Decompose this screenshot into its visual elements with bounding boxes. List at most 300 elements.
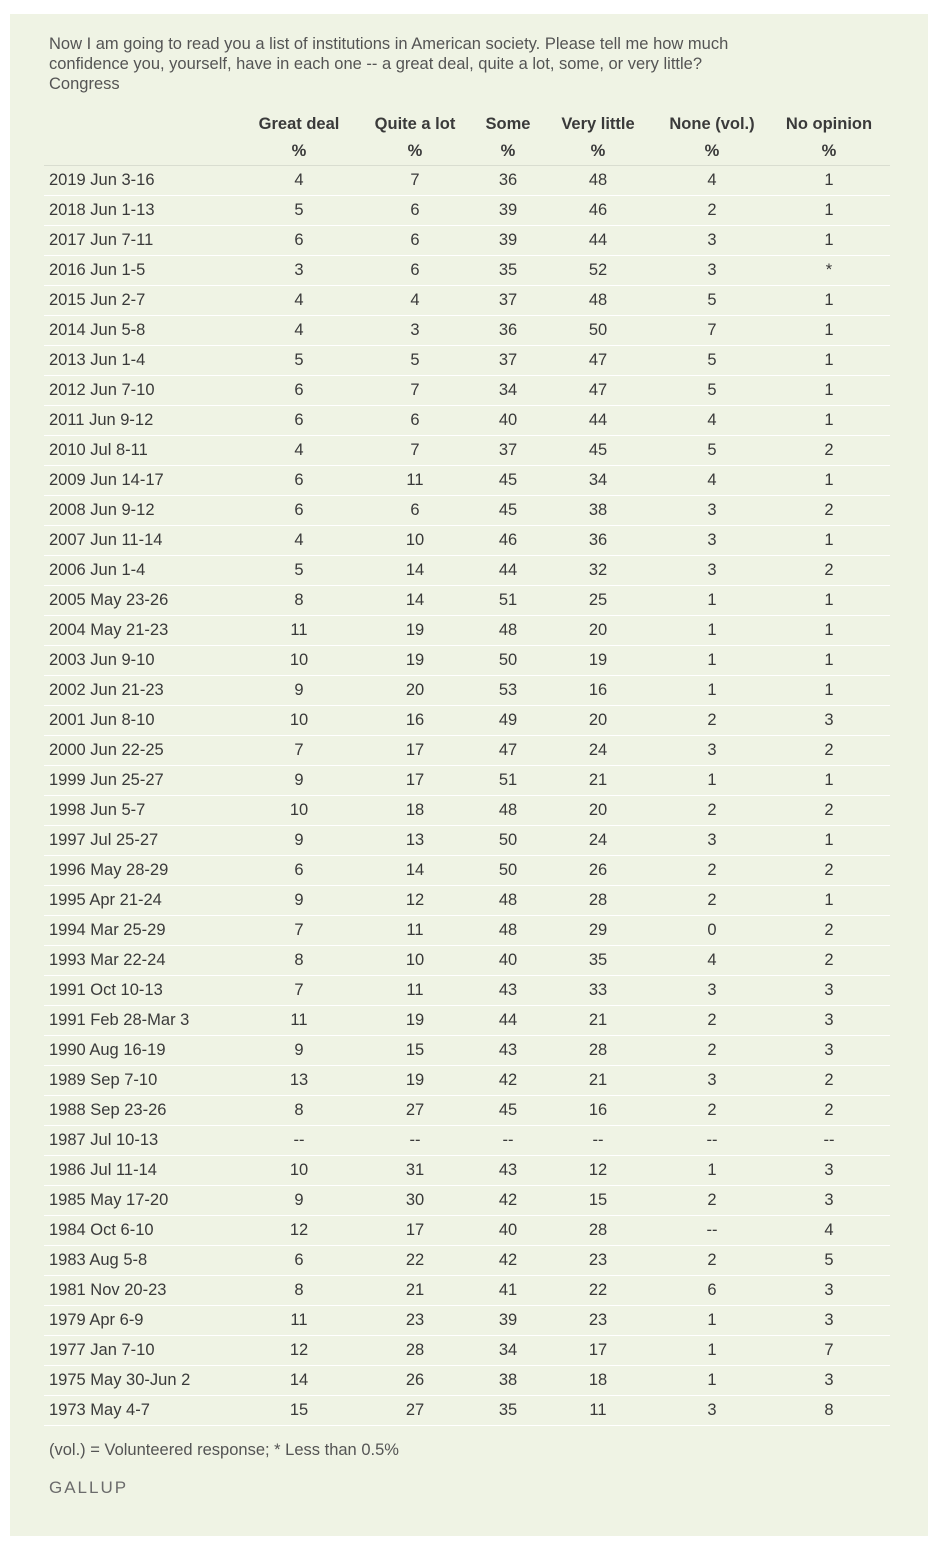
table-cell: 10 bbox=[244, 1156, 354, 1186]
row-date-label: 2012 Jun 7-10 bbox=[44, 376, 244, 406]
table-cell: 26 bbox=[354, 1366, 476, 1396]
row-date-label: 2011 Jun 9-12 bbox=[44, 406, 244, 436]
table-cell: 12 bbox=[244, 1336, 354, 1366]
table-cell: 1 bbox=[656, 1366, 768, 1396]
table-row bbox=[44, 1306, 890, 1336]
gallup-table-card bbox=[10, 14, 928, 1536]
row-date-label: 1990 Aug 16-19 bbox=[44, 1036, 244, 1066]
table-cell: 36 bbox=[476, 316, 540, 346]
table-row bbox=[44, 526, 890, 556]
table-cell: 2 bbox=[768, 856, 890, 886]
table-row bbox=[44, 886, 890, 916]
table-cell: 48 bbox=[540, 286, 656, 316]
table-cell: 7 bbox=[354, 376, 476, 406]
table-cell: 1 bbox=[768, 346, 890, 376]
table-cell: 3 bbox=[768, 1036, 890, 1066]
table-cell: 10 bbox=[244, 706, 354, 736]
table-cell: 11 bbox=[244, 1306, 354, 1336]
table-cell: 6 bbox=[244, 466, 354, 496]
table-cell: 48 bbox=[476, 916, 540, 946]
table-cell: 9 bbox=[244, 886, 354, 916]
row-date-label: 1973 May 4-7 bbox=[44, 1396, 244, 1426]
table-cell: 1 bbox=[768, 286, 890, 316]
row-date-label: 1987 Jul 10-13 bbox=[44, 1126, 244, 1156]
row-date-label: 1975 May 30-Jun 2 bbox=[44, 1366, 244, 1396]
table-cell: 28 bbox=[540, 1216, 656, 1246]
table-cell: 35 bbox=[476, 1396, 540, 1426]
table-cell: 4 bbox=[656, 946, 768, 976]
row-date-label: 2008 Jun 9-12 bbox=[44, 496, 244, 526]
table-cell: 19 bbox=[354, 616, 476, 646]
column-header-none: None (vol.) bbox=[669, 114, 755, 133]
table-cell: 4 bbox=[244, 166, 354, 196]
table-cell: 11 bbox=[354, 976, 476, 1006]
table-cell: 1 bbox=[768, 226, 890, 256]
table-row bbox=[44, 346, 890, 376]
table-cell: 1 bbox=[768, 166, 890, 196]
table-cell: 38 bbox=[476, 1366, 540, 1396]
row-date-label: 1989 Sep 7-10 bbox=[44, 1066, 244, 1096]
table-cell: 17 bbox=[354, 736, 476, 766]
table-cell: 2 bbox=[768, 1066, 890, 1096]
table-cell: 27 bbox=[354, 1096, 476, 1126]
table-row bbox=[44, 1096, 890, 1126]
table-cell: 16 bbox=[540, 1096, 656, 1126]
table-cell: 1 bbox=[768, 526, 890, 556]
table-cell: 2 bbox=[656, 196, 768, 226]
row-date-label: 1984 Oct 6-10 bbox=[44, 1216, 244, 1246]
table-cell: 1 bbox=[768, 616, 890, 646]
table-row bbox=[44, 1246, 890, 1276]
table-row bbox=[44, 736, 890, 766]
table-cell: 4 bbox=[244, 526, 354, 556]
table-cell: 50 bbox=[476, 856, 540, 886]
table-cell: -- bbox=[656, 1216, 768, 1246]
table-cell: 28 bbox=[540, 886, 656, 916]
table-cell: 1 bbox=[768, 316, 890, 346]
table-cell: 48 bbox=[476, 796, 540, 826]
table-row bbox=[44, 976, 890, 1006]
row-date-label: 2004 May 21-23 bbox=[44, 616, 244, 646]
table-cell: 16 bbox=[354, 706, 476, 736]
column-header-row bbox=[44, 110, 890, 138]
table-cell: 1 bbox=[768, 376, 890, 406]
table-cell: 21 bbox=[540, 766, 656, 796]
table-cell: 7 bbox=[656, 316, 768, 346]
table-cell: 3 bbox=[244, 256, 354, 286]
table-cell: 19 bbox=[354, 1006, 476, 1036]
table-cell: 45 bbox=[476, 1096, 540, 1126]
table-cell: 8 bbox=[244, 586, 354, 616]
table-cell: 19 bbox=[354, 1066, 476, 1096]
table-cell: 1 bbox=[768, 406, 890, 436]
table-cell: 1 bbox=[768, 466, 890, 496]
table-row bbox=[44, 1336, 890, 1366]
table-cell: 5 bbox=[656, 436, 768, 466]
row-date-label: 2016 Jun 1-5 bbox=[44, 256, 244, 286]
table-row bbox=[44, 196, 890, 226]
table-cell: -- bbox=[244, 1126, 354, 1156]
table-cell: 40 bbox=[476, 406, 540, 436]
table-cell: 21 bbox=[540, 1066, 656, 1096]
table-cell: 15 bbox=[354, 1036, 476, 1066]
table-cell: 6 bbox=[244, 376, 354, 406]
table-cell: 3 bbox=[768, 706, 890, 736]
row-date-label: 2001 Jun 8-10 bbox=[44, 706, 244, 736]
table-cell: 1 bbox=[656, 646, 768, 676]
table-cell: 9 bbox=[244, 676, 354, 706]
table-cell: 1 bbox=[768, 676, 890, 706]
table-row bbox=[44, 376, 890, 406]
table-cell: 6 bbox=[354, 196, 476, 226]
table-cell: 45 bbox=[476, 496, 540, 526]
table-cell: 5 bbox=[656, 376, 768, 406]
table-cell: 8 bbox=[244, 946, 354, 976]
table-cell: 1 bbox=[768, 586, 890, 616]
table-cell: 6 bbox=[244, 406, 354, 436]
table-cell: -- bbox=[768, 1126, 890, 1156]
row-date-label: 1988 Sep 23-26 bbox=[44, 1096, 244, 1126]
table-cell: 39 bbox=[476, 226, 540, 256]
table-row bbox=[44, 466, 890, 496]
table-cell: 13 bbox=[244, 1066, 354, 1096]
table-cell: 7 bbox=[244, 916, 354, 946]
table-row bbox=[44, 436, 890, 466]
table-cell: 11 bbox=[244, 616, 354, 646]
table-cell: 35 bbox=[476, 256, 540, 286]
table-cell: 2 bbox=[656, 1006, 768, 1036]
corner-unit bbox=[44, 138, 244, 166]
table-cell: 49 bbox=[476, 706, 540, 736]
table-cell: 2 bbox=[656, 856, 768, 886]
table-cell: 5 bbox=[656, 286, 768, 316]
table-cell: 7 bbox=[768, 1336, 890, 1366]
table-cell: 2 bbox=[656, 1246, 768, 1276]
table-cell: 9 bbox=[244, 1186, 354, 1216]
table-cell: 4 bbox=[768, 1216, 890, 1246]
table-row bbox=[44, 286, 890, 316]
table-cell: 48 bbox=[476, 616, 540, 646]
table-cell: 38 bbox=[540, 496, 656, 526]
table-cell: 3 bbox=[768, 1186, 890, 1216]
table-row bbox=[44, 946, 890, 976]
row-date-label: 1994 Mar 25-29 bbox=[44, 916, 244, 946]
table-row bbox=[44, 226, 890, 256]
table-cell: 36 bbox=[476, 166, 540, 196]
table-row bbox=[44, 1366, 890, 1396]
table-cell: 17 bbox=[540, 1336, 656, 1366]
table-cell: 21 bbox=[354, 1276, 476, 1306]
table-cell: 3 bbox=[656, 496, 768, 526]
row-date-label: 2009 Jun 14-17 bbox=[44, 466, 244, 496]
table-cell: 1 bbox=[768, 826, 890, 856]
table-cell: 46 bbox=[540, 196, 656, 226]
column-header-some: Some bbox=[485, 114, 531, 133]
table-cell: 20 bbox=[540, 616, 656, 646]
table-cell: * bbox=[768, 256, 890, 286]
unit-label: % bbox=[540, 138, 656, 166]
table-cell: 19 bbox=[540, 646, 656, 676]
row-date-label: 2019 Jun 3-16 bbox=[44, 166, 244, 196]
table-row bbox=[44, 616, 890, 646]
column-header-great-deal: Great deal bbox=[258, 114, 340, 133]
table-cell: 8 bbox=[244, 1276, 354, 1306]
column-header-no-opinion: No opinion bbox=[785, 114, 873, 133]
table-cell: 44 bbox=[476, 556, 540, 586]
table-cell: 14 bbox=[354, 556, 476, 586]
table-cell: 1 bbox=[656, 1306, 768, 1336]
table-cell: 26 bbox=[540, 856, 656, 886]
row-date-label: 1986 Jul 11-14 bbox=[44, 1156, 244, 1186]
table-cell: 47 bbox=[540, 346, 656, 376]
table-cell: 9 bbox=[244, 766, 354, 796]
table-cell: 10 bbox=[354, 526, 476, 556]
table-row bbox=[44, 1186, 890, 1216]
table-cell: 4 bbox=[354, 286, 476, 316]
table-cell: 11 bbox=[244, 1006, 354, 1036]
table-cell: 24 bbox=[540, 736, 656, 766]
table-cell: 4 bbox=[244, 316, 354, 346]
table-cell: 5 bbox=[244, 346, 354, 376]
table-cell: 44 bbox=[540, 226, 656, 256]
table-cell: 7 bbox=[354, 436, 476, 466]
row-date-label: 2014 Jun 5-8 bbox=[44, 316, 244, 346]
table-cell: 6 bbox=[354, 226, 476, 256]
row-date-label: 1983 Aug 5-8 bbox=[44, 1246, 244, 1276]
table-cell: 48 bbox=[476, 886, 540, 916]
table-row bbox=[44, 826, 890, 856]
table-cell: 5 bbox=[656, 346, 768, 376]
table-cell: 34 bbox=[476, 1336, 540, 1366]
table-cell: 2 bbox=[656, 1186, 768, 1216]
table-cell: 1 bbox=[656, 586, 768, 616]
table-cell: 43 bbox=[476, 976, 540, 1006]
table-cell: 6 bbox=[354, 496, 476, 526]
table-cell: 6 bbox=[244, 856, 354, 886]
table-cell: 50 bbox=[476, 646, 540, 676]
table-cell: 1 bbox=[768, 196, 890, 226]
column-header-very-little: Very little bbox=[561, 114, 635, 133]
table-cell: 3 bbox=[768, 1306, 890, 1336]
table-cell: 21 bbox=[540, 1006, 656, 1036]
table-cell: 11 bbox=[354, 916, 476, 946]
table-cell: 2 bbox=[768, 946, 890, 976]
table-cell: 50 bbox=[540, 316, 656, 346]
row-date-label: 1991 Feb 28-Mar 3 bbox=[44, 1006, 244, 1036]
row-date-label: 2006 Jun 1-4 bbox=[44, 556, 244, 586]
footnote: (vol.) = Volunteered response; * Less than 0.5% bbox=[49, 1441, 399, 1459]
table-cell: 35 bbox=[540, 946, 656, 976]
table-cell: 1 bbox=[656, 766, 768, 796]
table-row bbox=[44, 406, 890, 436]
table-cell: 23 bbox=[354, 1306, 476, 1336]
row-date-label: 1979 Apr 6-9 bbox=[44, 1306, 244, 1336]
table-cell: 41 bbox=[476, 1276, 540, 1306]
table-cell: 43 bbox=[476, 1156, 540, 1186]
table-cell: 2 bbox=[656, 706, 768, 736]
table-row bbox=[44, 1126, 890, 1156]
table-row bbox=[44, 1396, 890, 1426]
unit-label: % bbox=[768, 138, 890, 166]
table-cell: 14 bbox=[354, 856, 476, 886]
table-cell: 36 bbox=[540, 526, 656, 556]
table-cell: -- bbox=[476, 1126, 540, 1156]
table-cell: 34 bbox=[476, 376, 540, 406]
table-cell: 3 bbox=[354, 316, 476, 346]
table-cell: 3 bbox=[656, 526, 768, 556]
table-cell: -- bbox=[540, 1126, 656, 1156]
table-cell: 1 bbox=[656, 676, 768, 706]
table-cell: 2 bbox=[768, 916, 890, 946]
table-cell: 28 bbox=[354, 1336, 476, 1366]
table-cell: 18 bbox=[540, 1366, 656, 1396]
table-cell: 11 bbox=[540, 1396, 656, 1426]
table-cell: 31 bbox=[354, 1156, 476, 1186]
table-cell: 34 bbox=[540, 466, 656, 496]
table-cell: 44 bbox=[540, 406, 656, 436]
question-text: Now I am going to read you a list of institutions in American society. Please tell me how much confidence you, yourself, have in each one -- a great deal, quite a lot, some, or very little? Congress bbox=[49, 35, 729, 93]
table-cell: 17 bbox=[354, 766, 476, 796]
table-row bbox=[44, 1066, 890, 1096]
row-date-label: 1981 Nov 20-23 bbox=[44, 1276, 244, 1306]
table-cell: 45 bbox=[476, 466, 540, 496]
table-cell: 52 bbox=[540, 256, 656, 286]
row-date-label: 2003 Jun 9-10 bbox=[44, 646, 244, 676]
row-date-label: 1985 May 17-20 bbox=[44, 1186, 244, 1216]
row-date-label: 2015 Jun 2-7 bbox=[44, 286, 244, 316]
table-cell: 24 bbox=[540, 826, 656, 856]
table-cell: 2 bbox=[656, 1096, 768, 1126]
table-cell: 22 bbox=[354, 1246, 476, 1276]
table-cell: 1 bbox=[656, 616, 768, 646]
table-cell: 39 bbox=[476, 196, 540, 226]
table-cell: 45 bbox=[540, 436, 656, 466]
table-cell: 18 bbox=[354, 796, 476, 826]
table-cell: 3 bbox=[656, 1066, 768, 1096]
table-cell: 3 bbox=[768, 976, 890, 1006]
table-cell: 2 bbox=[768, 796, 890, 826]
row-date-label: 2000 Jun 22-25 bbox=[44, 736, 244, 766]
table-cell: 9 bbox=[244, 826, 354, 856]
column-header-quite-a-lot: Quite a lot bbox=[374, 114, 456, 133]
table-cell: 5 bbox=[354, 346, 476, 376]
table-cell: 20 bbox=[540, 796, 656, 826]
table-cell: 8 bbox=[768, 1396, 890, 1426]
table-cell: 37 bbox=[476, 436, 540, 466]
table-cell: 16 bbox=[540, 676, 656, 706]
table-cell: 8 bbox=[244, 1096, 354, 1126]
row-date-label: 1977 Jan 7-10 bbox=[44, 1336, 244, 1366]
table-cell: 42 bbox=[476, 1246, 540, 1276]
table-cell: 3 bbox=[656, 736, 768, 766]
row-date-label: 2018 Jun 1-13 bbox=[44, 196, 244, 226]
unit-label: % bbox=[476, 138, 540, 166]
table-cell: 4 bbox=[244, 286, 354, 316]
table-cell: 40 bbox=[476, 1216, 540, 1246]
table-row bbox=[44, 646, 890, 676]
table-cell: 1 bbox=[768, 646, 890, 676]
row-date-label: 1996 May 28-29 bbox=[44, 856, 244, 886]
row-date-label: 1993 Mar 22-24 bbox=[44, 946, 244, 976]
table-cell: 46 bbox=[476, 526, 540, 556]
table-row bbox=[44, 1276, 890, 1306]
table-cell: 15 bbox=[244, 1396, 354, 1426]
table-cell: 6 bbox=[244, 1246, 354, 1276]
table-cell: 37 bbox=[476, 286, 540, 316]
table-cell: 1 bbox=[768, 766, 890, 796]
row-date-label: 1995 Apr 21-24 bbox=[44, 886, 244, 916]
table-cell: 19 bbox=[354, 646, 476, 676]
table-row bbox=[44, 796, 890, 826]
table-cell: 11 bbox=[354, 466, 476, 496]
table-cell: 23 bbox=[540, 1306, 656, 1336]
table-cell: 37 bbox=[476, 346, 540, 376]
table-cell: 2 bbox=[768, 736, 890, 766]
table-cell: 25 bbox=[540, 586, 656, 616]
unit-label: % bbox=[354, 138, 476, 166]
table-cell: 47 bbox=[476, 736, 540, 766]
unit-header-row bbox=[44, 138, 890, 166]
table-cell: 17 bbox=[354, 1216, 476, 1246]
table-row bbox=[44, 166, 890, 196]
table-cell: 51 bbox=[476, 766, 540, 796]
table-cell: 51 bbox=[476, 586, 540, 616]
table-cell: 3 bbox=[656, 556, 768, 586]
table-row bbox=[44, 706, 890, 736]
table-row bbox=[44, 256, 890, 286]
table-row bbox=[44, 316, 890, 346]
row-date-label: 1998 Jun 5-7 bbox=[44, 796, 244, 826]
row-date-label: 1991 Oct 10-13 bbox=[44, 976, 244, 1006]
table-cell: 10 bbox=[244, 796, 354, 826]
table-row bbox=[44, 676, 890, 706]
table-cell: 33 bbox=[540, 976, 656, 1006]
table-cell: 7 bbox=[244, 736, 354, 766]
table-cell: 40 bbox=[476, 946, 540, 976]
table-cell: 32 bbox=[540, 556, 656, 586]
row-date-label: 2010 Jul 8-11 bbox=[44, 436, 244, 466]
table-cell: 6 bbox=[244, 226, 354, 256]
table-cell: 1 bbox=[768, 886, 890, 916]
table-cell: 3 bbox=[656, 826, 768, 856]
table-cell: 2 bbox=[656, 886, 768, 916]
table-cell: 13 bbox=[354, 826, 476, 856]
table-cell: 12 bbox=[244, 1216, 354, 1246]
table-cell: 5 bbox=[244, 556, 354, 586]
table-cell: 30 bbox=[354, 1186, 476, 1216]
table-cell: 12 bbox=[540, 1156, 656, 1186]
table-cell: 3 bbox=[656, 226, 768, 256]
table-cell: 2 bbox=[768, 1096, 890, 1126]
confidence-table bbox=[44, 110, 890, 1426]
table-cell: 50 bbox=[476, 826, 540, 856]
table-cell: 2 bbox=[768, 556, 890, 586]
table-cell: 12 bbox=[354, 886, 476, 916]
row-date-label: 2002 Jun 21-23 bbox=[44, 676, 244, 706]
table-body bbox=[44, 166, 890, 1426]
table-cell: 2 bbox=[656, 796, 768, 826]
table-cell: 28 bbox=[540, 1036, 656, 1066]
table-row bbox=[44, 586, 890, 616]
row-date-label: 2005 May 23-26 bbox=[44, 586, 244, 616]
corner-header bbox=[44, 110, 244, 138]
table-cell: 14 bbox=[354, 586, 476, 616]
table-cell: 10 bbox=[354, 946, 476, 976]
row-date-label: 1999 Jun 25-27 bbox=[44, 766, 244, 796]
row-date-label: 2013 Jun 1-4 bbox=[44, 346, 244, 376]
table-row bbox=[44, 766, 890, 796]
unit-label: % bbox=[244, 138, 354, 166]
